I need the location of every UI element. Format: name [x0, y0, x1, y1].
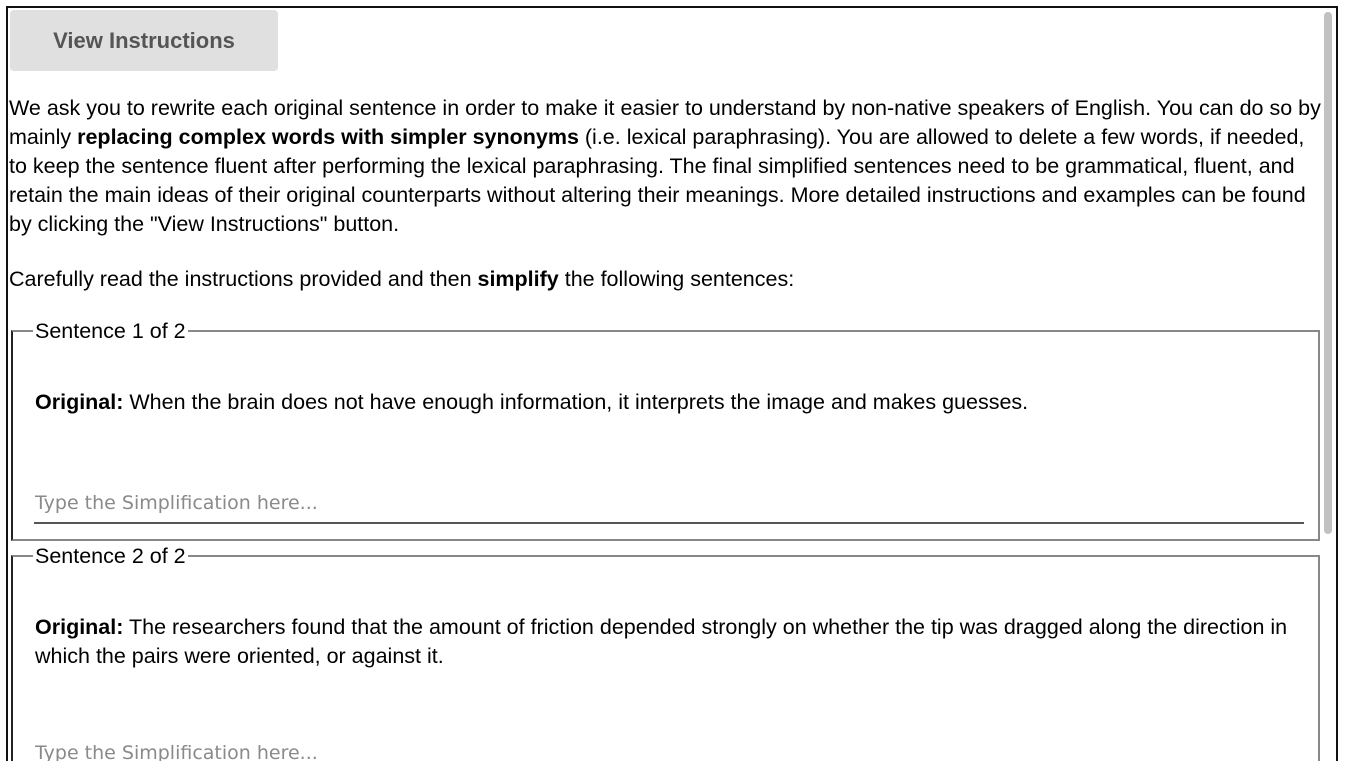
original-text: The researchers found that the amount of friction depended strongly on whether the tip was dragged along the direction in which the pairs were oriented, or against it.	[35, 615, 1288, 668]
sentence-2-simplification-input[interactable]	[34, 734, 1304, 761]
sentence-2-group	[11, 543, 1320, 761]
sentence-2-original	[35, 613, 1295, 671]
original-label: Original:	[35, 615, 124, 639]
scrollbar-thumb[interactable]	[1324, 12, 1332, 534]
view-instructions-button[interactable]: View Instructions	[10, 10, 278, 71]
sentence-1-group	[11, 318, 1320, 541]
prompt-text-1: Carefully read the instructions provided and then	[9, 267, 478, 291]
task-frame	[6, 6, 1338, 761]
task-prompt	[9, 265, 1323, 294]
prompt-text-bold: simplify	[477, 267, 559, 291]
original-label: Original:	[35, 390, 124, 414]
instructions-paragraph	[9, 94, 1323, 239]
original-text: When the brain does not have enough information, it interprets the image and makes guesses.	[123, 390, 1029, 414]
sentence-1-simplification-input[interactable]	[34, 484, 1304, 524]
intro-text-1: We ask you to rewrite each original sentence in order to make it easier to understand by non-native speakers of English. You can do so by mainly	[9, 96, 1321, 149]
sentence-1-original	[35, 388, 1295, 417]
sentence-1-legend: Sentence 1 of 2	[35, 319, 186, 343]
sentence-2-legend: Sentence 2 of 2	[35, 544, 186, 568]
intro-text-2: (i.e. lexical paraphrasing). You are allowed to delete a few words, if needed, to keep the sentence fluent after performing the lexical paraphrasing. The final simplified sentences need to be grammatical, fluent, and retain the main ideas of their original counterparts without altering their meanings. More detailed instructions and examples can be found by clicking the "View Instructions" button.	[9, 125, 1306, 236]
intro-text-bold: replacing complex words with simpler synonyms	[77, 125, 579, 149]
prompt-text-2: the following sentences:	[558, 267, 795, 291]
